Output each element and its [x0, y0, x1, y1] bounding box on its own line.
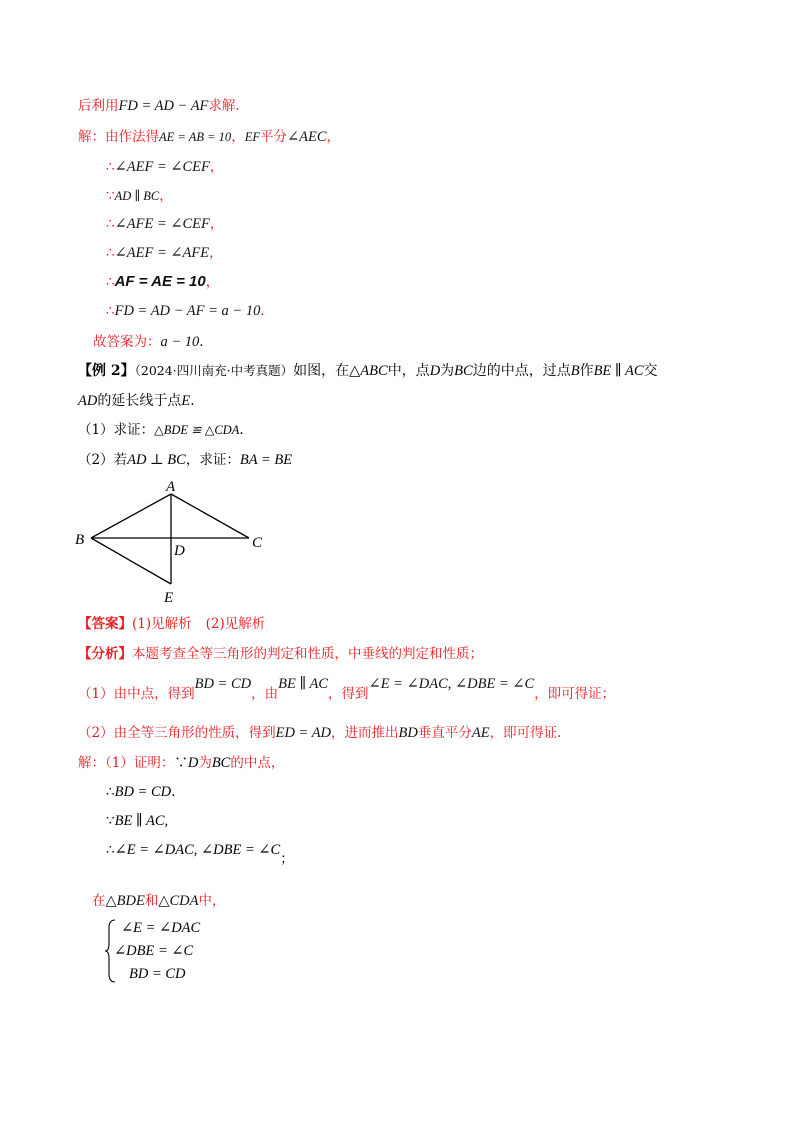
question-2: （2）若AD ⊥ BC，求证：BA = BE [78, 452, 293, 468]
label-a: A [166, 479, 176, 495]
in-triangles-line: 在△BDE和△CDA中， [92, 893, 226, 909]
solution-step-3: ∴∠E = ∠DAC, ∠DBE = ∠C； [106, 842, 294, 867]
step-2: ∵AD ∥ BC， [106, 188, 173, 204]
analysis-2: （2）由全等三角形的性质，得到ED = AD，进而推出BD垂直平分AE，即可得证. [78, 725, 562, 741]
step-6: ∴FD = AD − AF = a − 10. [106, 303, 265, 319]
solution-head: 解：（1）证明：∵D为BC的中点， [78, 755, 285, 771]
label-e: E [164, 590, 174, 606]
question-1: （1）求证：△BDE ≌ △CDA. [78, 422, 244, 438]
analysis-line: 【分析】本题考查全等三角形的判定和性质，中垂线的判定和性质； [78, 646, 483, 662]
step-5: ∴AF = AE = 10， [106, 273, 220, 290]
example-2-statement: 【例 2】（2024·四川南充·中考真题）如图，在△ABC中，点D为BC边的中点，过点B作BE ∥ AC交 [78, 363, 658, 379]
system-eq-2: ∠DBE = ∠C [114, 943, 194, 959]
segment-be [91, 538, 171, 584]
analysis-1: （1）由中点，得到BD = CD，由BE ∥ AC，得到∠E = ∠DAC, ∠DBE = ∠C，即可得证； [78, 676, 616, 702]
solution-step-2: ∵BE ∥ AC, [106, 813, 169, 829]
line-fd-hint: 后利用FD = AD − AF求解. [78, 98, 240, 114]
system-eq-3: BD = CD [129, 966, 186, 982]
step-1: ∴∠AEF = ∠CEF， [106, 159, 224, 175]
solution-line-1: 解：由作法得AE = AB = 10，EF平分∠AEC， [78, 129, 341, 145]
segment-ab [91, 494, 171, 538]
system-eq-1: ∠E = ∠DAC [121, 920, 201, 936]
example-2-statement-cont: AD的延长线于点E. [78, 393, 195, 409]
final-answer: 故答案为：a − 10. [93, 334, 204, 350]
step-4: ∴∠AEF = ∠AFE， [106, 245, 223, 261]
solution-step-1: ∴BD = CD. [106, 784, 176, 800]
label-d: D [174, 543, 185, 559]
answer-line: 【答案】(1)见解析 (2)见解析 [78, 616, 266, 632]
step-3: ∴∠AFE = ∠CEF， [106, 216, 224, 232]
label-b: B [75, 532, 85, 548]
segment-ac [171, 494, 249, 538]
label-c: C [252, 535, 263, 551]
triangle-figure [70, 474, 290, 610]
